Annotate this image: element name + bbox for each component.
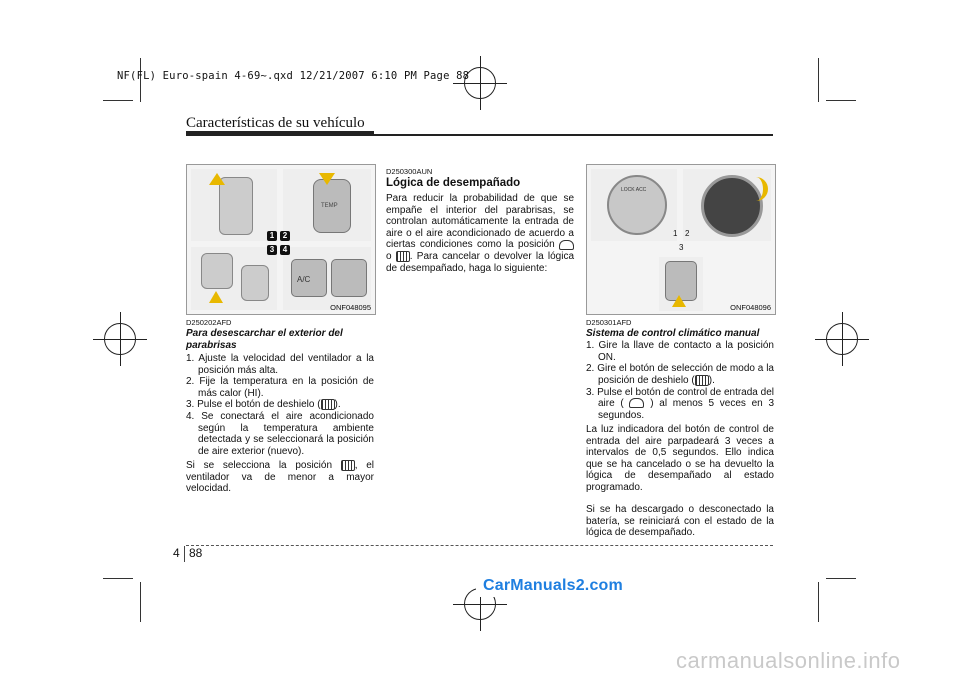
figure-code: ONF048096 xyxy=(730,303,771,312)
defrost-button xyxy=(201,253,233,289)
list-item: 1. Gire la llave de contacto a la posición ON. xyxy=(586,340,774,363)
right-figure xyxy=(586,164,776,315)
body-paragraph: Si se ha descargado o desconectado la batería, se reiniciará con el estado de la lógica de desempañado. xyxy=(586,504,774,539)
up-arrow-icon xyxy=(209,173,225,185)
registration-mark xyxy=(826,323,858,355)
defrost-icon xyxy=(396,251,410,262)
section-title: Características de su vehículo xyxy=(186,115,365,131)
section-subtitle: Para desescarchar el exterior del parabrisas xyxy=(186,328,343,351)
section-code: D250300AUN xyxy=(386,167,433,176)
crop-mark xyxy=(103,100,133,101)
down-arrow-icon xyxy=(319,173,335,185)
body-paragraph: La luz indicadora del botón de control de entrada del aire parpadeará 3 veces a intervalos de 0,5 segundos. Ello indica que se ha cancelado o se ha devuelto la lógica de desempañado al estado programado. xyxy=(586,424,774,493)
list-item: 3. Pulse el botón de control de entrada del aire ( ) al menos 5 veces en 3 segundos. xyxy=(586,386,775,421)
list-item: 2. Fije la temperatura en la posición de más calor (HI). xyxy=(186,376,374,399)
crop-mark xyxy=(818,58,819,102)
section-heading: Lógica de desempañado xyxy=(386,177,521,189)
watermark-text: CarManuals2.com xyxy=(483,577,623,594)
watermark-banner xyxy=(476,577,624,597)
footer-watermark: carmanualsonline.info xyxy=(676,648,901,673)
section-code: D250202AFD xyxy=(186,318,232,327)
figure-label-1: 1 xyxy=(673,229,678,238)
crop-mark xyxy=(826,578,856,579)
figure-panel-defrost xyxy=(191,247,277,310)
list-item: 2. Gire el botón de selección de modo a la posición de deshielo ( ). xyxy=(586,363,774,386)
instruction-list xyxy=(586,340,774,421)
air-intake-icon xyxy=(629,398,644,408)
note-paragraph: Si se selecciona la posición , el ventilador va de menor a mayor velocidad. xyxy=(186,460,375,495)
title-tab xyxy=(186,131,374,135)
body-paragraph: Para reducir la probabilidad de que se empañe el interior del parabrisas, se controlan automáticamente la entrada de aire o el aire acondicionado de acuerdo a ciertas condiciones como la posición o . Para cancelar o devolver la lógica de desempañado, haga lo siguiente: xyxy=(386,193,575,274)
list-item: 3. Pulse el botón de deshielo ( ). xyxy=(186,399,341,411)
figure-code: ONF048095 xyxy=(330,303,371,312)
list-item: 1. Ajuste la velocidad del ventilador a la posición más alta. xyxy=(186,353,374,376)
marker-2: 2 xyxy=(280,231,290,241)
defrost-icon xyxy=(321,399,335,410)
figure-panel-temp xyxy=(283,169,371,241)
figure-panel-fan xyxy=(191,169,277,241)
defrost-icon xyxy=(341,460,355,471)
chapter-number: 4 xyxy=(173,546,180,560)
fan-button xyxy=(219,177,253,235)
list-item: 4. Se conectará el aire acondicionado según la temperatura ambiente detectada y se seleccionará la posición de aire exterior (nuevo). xyxy=(186,411,374,457)
page-divider xyxy=(184,546,185,562)
crop-mark xyxy=(140,582,141,622)
marker-1: 1 xyxy=(267,231,277,241)
figure-panel-intake xyxy=(659,257,703,311)
footer-rule xyxy=(186,545,773,546)
figure-panel-ac xyxy=(283,247,371,310)
section-code: D250301AFD xyxy=(586,318,632,327)
lock-acc-label: LOCK ACC xyxy=(621,187,647,193)
figure-panel-mode xyxy=(683,169,771,241)
figure-label-2: 2 xyxy=(685,229,690,238)
crop-mark xyxy=(818,582,819,622)
ac-label: A/C xyxy=(297,275,311,284)
figure-label-3: 3 xyxy=(679,243,684,252)
defrost-icon xyxy=(695,375,709,386)
floor-defrost-icon xyxy=(559,240,574,250)
crop-mark xyxy=(103,578,133,579)
up-arrow-icon xyxy=(672,295,686,307)
instruction-list xyxy=(186,353,374,457)
air-intake-button xyxy=(331,259,367,297)
page-number: 88 xyxy=(189,546,203,560)
figure-panel-ignition xyxy=(591,169,677,241)
left-figure xyxy=(186,164,376,315)
recirc-button xyxy=(241,265,269,301)
crop-mark xyxy=(826,100,856,101)
up-arrow-icon xyxy=(209,291,223,303)
section-subtitle: Sistema de control climático manual xyxy=(586,328,760,339)
registration-mark xyxy=(104,323,136,355)
temp-label: TEMP xyxy=(321,203,338,209)
marker-3: 3 xyxy=(267,245,277,255)
marker-4: 4 xyxy=(280,245,290,255)
ignition-switch xyxy=(607,175,667,235)
file-header: NF(FL) Euro-spain 4-69~.qxd 12/21/2007 6:10 PM Page 88 xyxy=(117,70,470,82)
rotate-arrow-icon xyxy=(747,177,768,201)
